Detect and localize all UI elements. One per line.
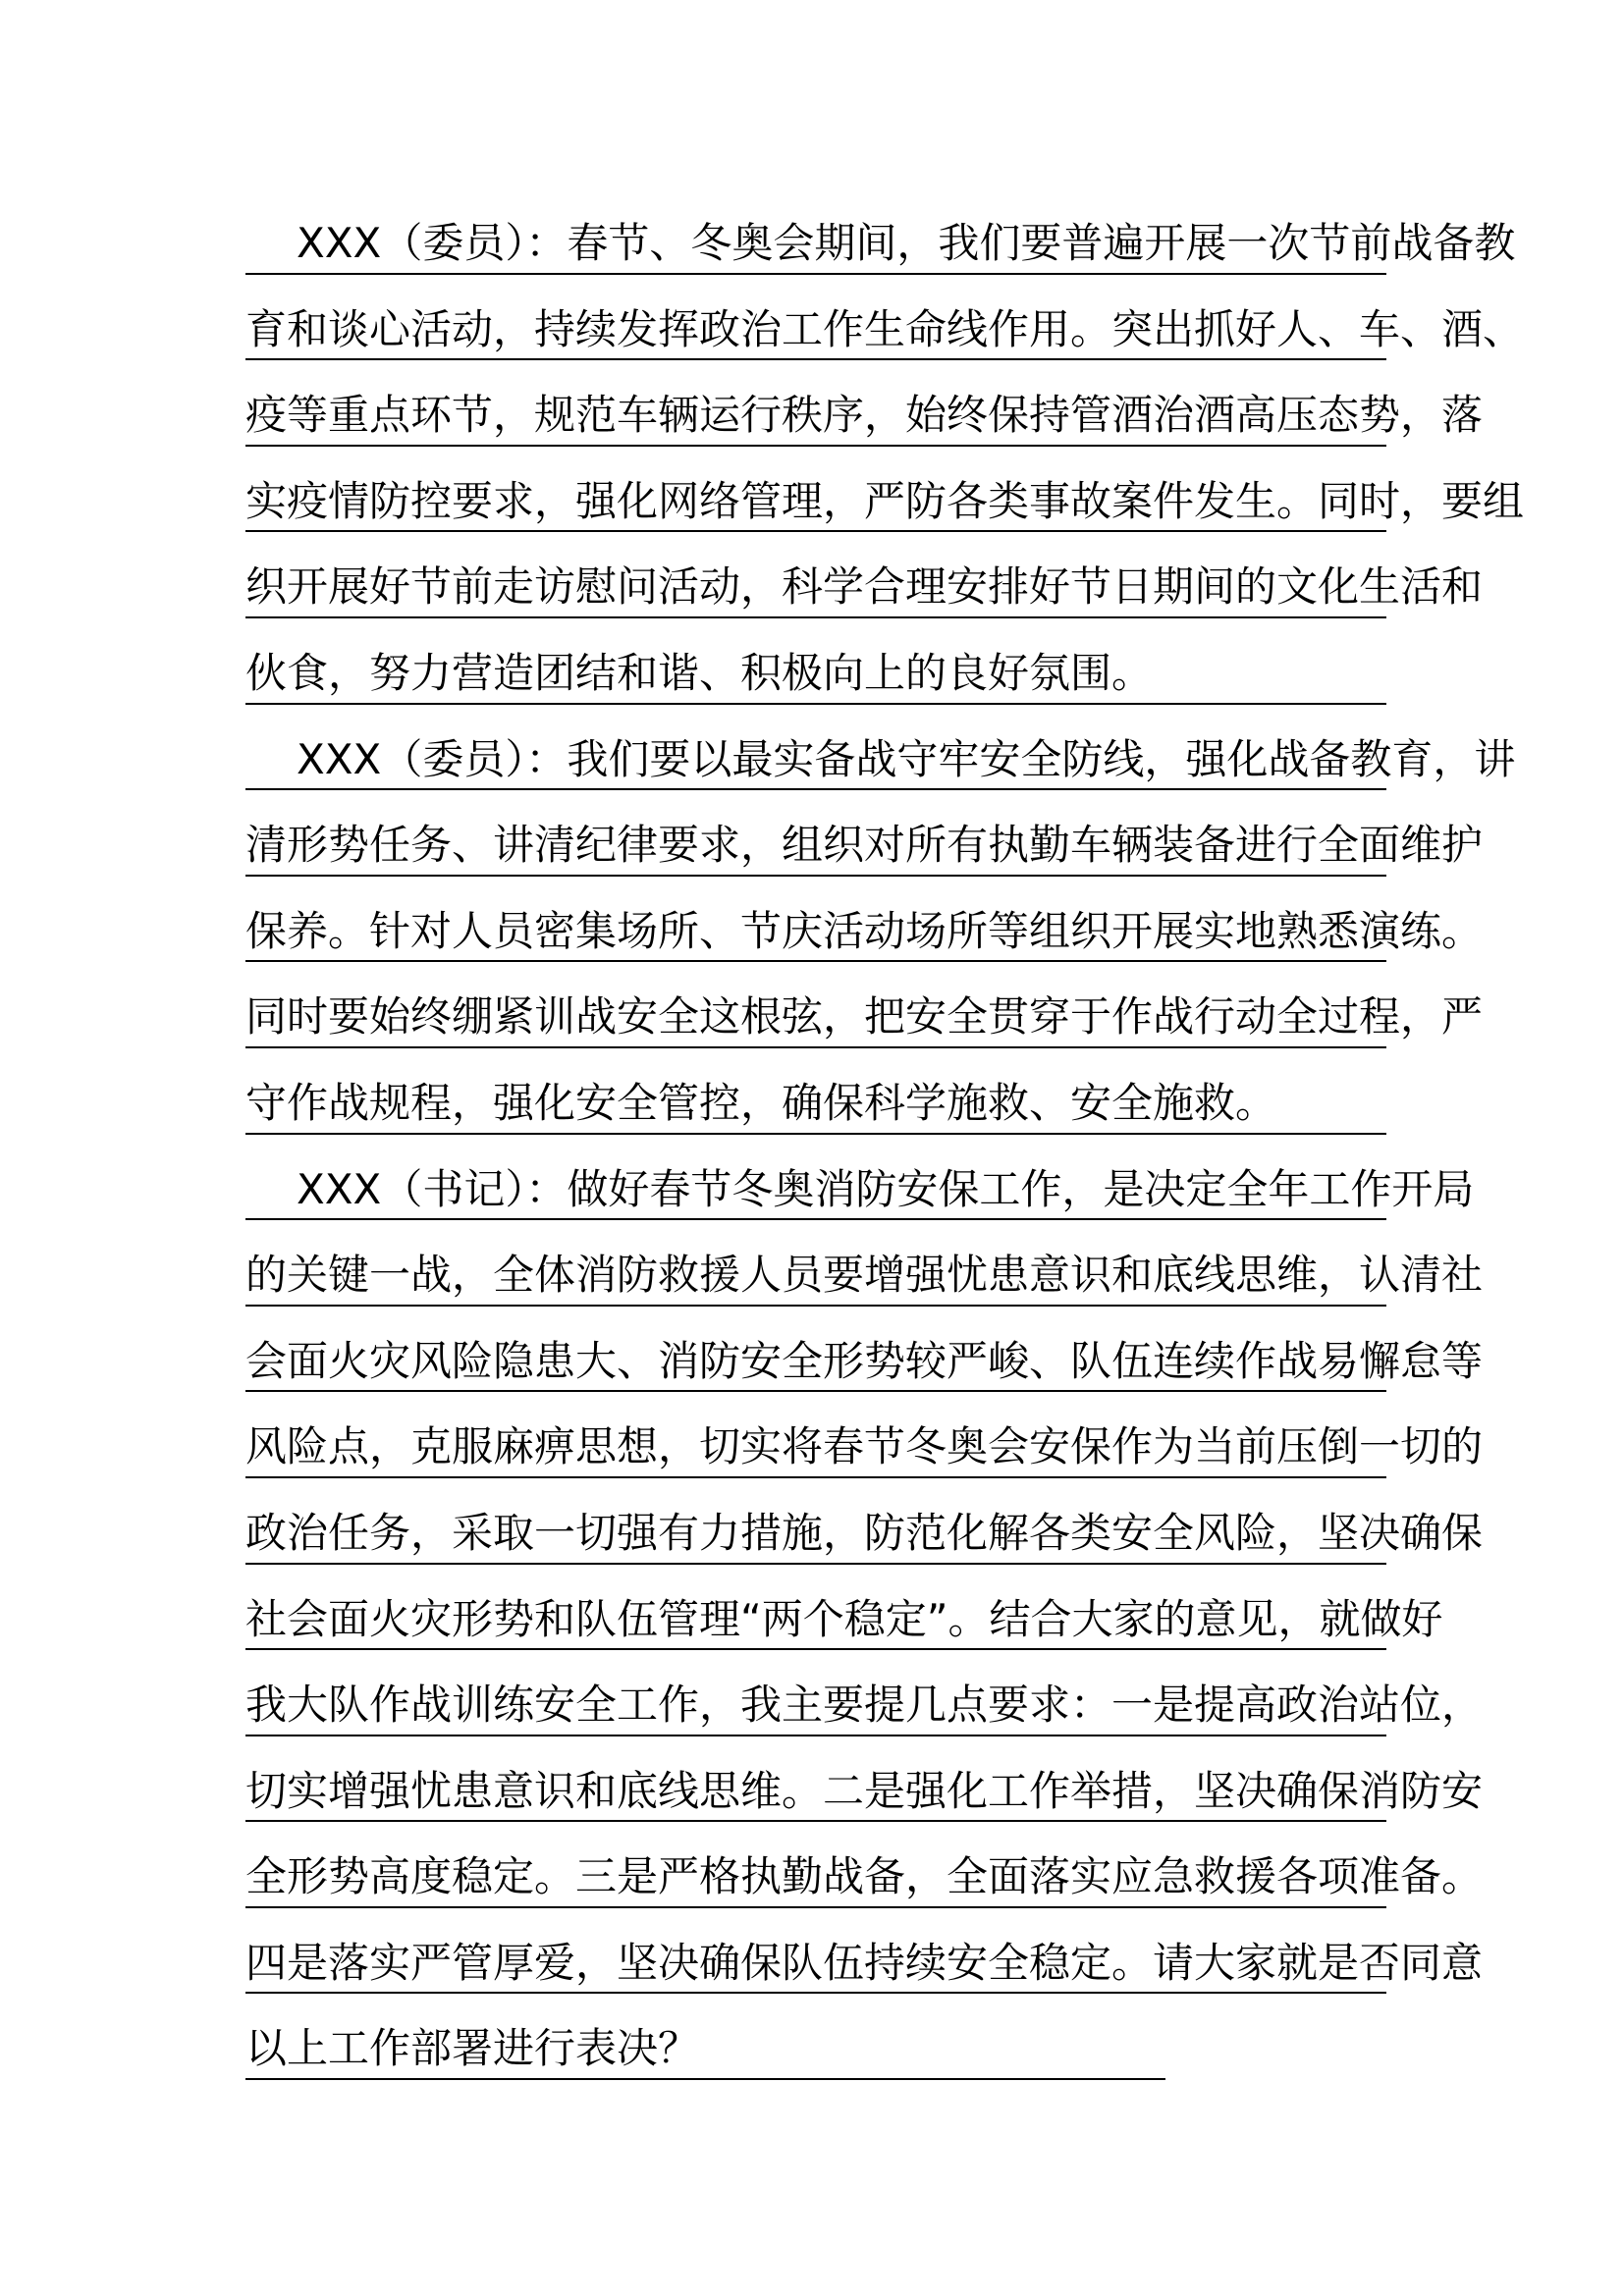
- underlined-text-line: 同时要始终绷紧训战安全这根弦，把安全贯穿于作战行动全过程，严: [245, 962, 1386, 1048]
- underlined-text-line: 会面火灾风险隐患大、消防安全形势较严峻、队伍连续作战易懈怠等: [245, 1307, 1386, 1393]
- underlined-text-line: 风险点，克服麻痹思想，切实将春节冬奥会安保作为当前压倒一切的: [245, 1392, 1386, 1478]
- underlined-text-line: 保养。针对人员密集场所、节庆活动场所等组织开展实地熟悉演练。: [245, 877, 1386, 963]
- speaker-paragraph: [245, 1135, 1484, 2081]
- underlined-text-line: 育和谈心活动，持续发挥政治工作生命线作用。突出抓好人、车、酒、: [245, 275, 1386, 361]
- underlined-text-line: XXX（委员）：春节、冬奥会期间，我们要普遍开展一次节前战备教: [245, 188, 1386, 275]
- underlined-text-line: 守作战规程，强化安全管控，确保科学施救、安全施救。: [245, 1048, 1386, 1135]
- underlined-text-line: 社会面火灾形势和队伍管理“两个稳定”。结合大家的意见，就做好: [245, 1565, 1386, 1651]
- underlined-text-line: XXX（委员）：我们要以最实备战守牢安全防线，强化战备教育，讲: [245, 705, 1386, 791]
- underlined-text-line: 四是落实严管厚爱，坚决确保队伍持续安全稳定。请大家就是否同意: [245, 1908, 1386, 1995]
- underlined-text-line: 的关键一战，全体消防救援人员要增强忧患意识和底线思维，认清社: [245, 1220, 1386, 1307]
- speaker-paragraph: [245, 705, 1516, 1135]
- underlined-text-line: 织开展好节前走访慰问活动，科学合理安排好节日期间的文化生活和: [245, 532, 1386, 618]
- underlined-text-line: 以上工作部署进行表决？: [245, 1994, 1165, 2080]
- underlined-text-line: 疫等重点环节，规范车辆运行秩序，始终保持管酒治酒高压态势，落: [245, 360, 1386, 447]
- speaker-paragraph: [245, 188, 1525, 705]
- underlined-text-line: XXX（书记）：做好春节冬奥消防安保工作，是决定全年工作开局: [245, 1135, 1386, 1221]
- underlined-text-line: 清形势任务、讲清纪律要求，组织对所有执勤车辆装备进行全面维护: [245, 790, 1386, 877]
- underlined-text-line: 实疫情防控要求，强化网络管理，严防各类事故案件发生。同时，要组: [245, 447, 1386, 533]
- underlined-text-line: 我大队作战训练安全工作，我主要提几点要求：一是提高政治站位，: [245, 1650, 1386, 1736]
- underlined-text-line: 切实增强忧患意识和底线思维。二是强化工作举措，坚决确保消防安: [245, 1736, 1386, 1823]
- meeting-minutes-body: [245, 188, 1525, 2080]
- underlined-text-line: 全形势高度稳定。三是严格执勤战备，全面落实应急救援各项准备。: [245, 1822, 1386, 1908]
- underlined-text-line: 政治任务，采取一切强有力措施，防范化解各类安全风险，坚决确保: [245, 1478, 1386, 1565]
- underlined-text-line: 伙食，努力营造团结和谐、积极向上的良好氛围。: [245, 618, 1386, 705]
